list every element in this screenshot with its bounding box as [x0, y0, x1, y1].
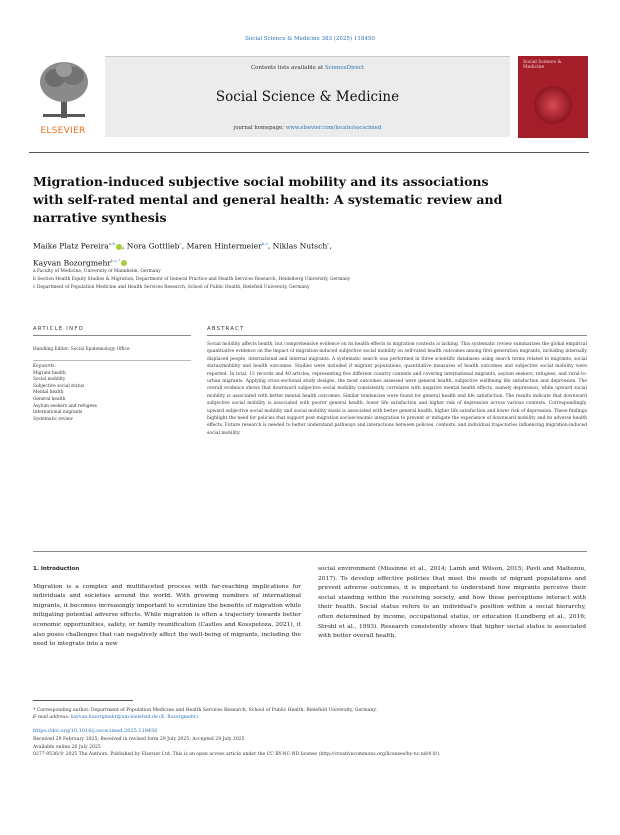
abstract-heading: ABSTRACT — [207, 326, 245, 332]
keyword-item: Systematic review — [33, 416, 73, 422]
keywords-rule — [33, 360, 191, 361]
abstract-text: Social mobility affects health, but comprehensive evidence on its health effects in migration contexts is lacking. This systematic review summarizes the global empirical quantitative evidence on the impact of migration-induced subjective social mobility on self-rated health outcomes among first-generation migrants, including internally displaced people, international and internal migrants. A systematic search was performed in three scientific databases using search terms related to migrants, social status/mobility and health outcomes. Studies were included if migrant populations, quantitative measures of health outcomes and subjective social mobility were reported. In total, 13 records and 40 articles, representing five different country contexts and covering international migrants, asylum seekers, refugees, and rural-to-urban migrants. Applying cross-sectional study designs, the most outcomes assessed were general health, subjective wellbeing life satisfaction and depression. The overall evidence shows that downward subjective social mobility consistently correlates with negative mental health effects, namely depression, while upward social mobility is associated with better mental health outcomes. Similar tendencies were found for general health and life satisfaction. The results indicate that downward subjective social mobility is associated with poorer general health, lower life satisfaction and higher risk of depression across various contexts. Correspondingly, upward subjective social mobility and social mobility stasis is associated with better general health, higher life satisfaction and lower risk of depression. These findings highlight the need for policies that support post-migration socioeconomic integration to prevent or mitigate the experience of downward mobility and its adverse health effects. Future research is needed to better understand pathways and interactions between policies, contexts, and individual trajectories influencing migration-induced social mobility. — [207, 342, 587, 436]
handling-editor: Handling Editor: Social Epidemiology Office — [33, 347, 130, 352]
author-name[interactable]: , Maren Hintermeier — [181, 241, 262, 251]
keyword-item: Social mobility — [33, 377, 66, 383]
keyword-item: General health — [33, 396, 66, 402]
section-heading-introduction: 1. Introduction — [33, 566, 80, 572]
article-dates — [33, 736, 583, 759]
article-title: Migration-induced subjective social mobility and its associations with self-rated mental and general health: A systematic review and narrative synthesis — [33, 174, 503, 225]
keyword-item: Asylum seekers and refugees — [33, 403, 97, 409]
author-name[interactable]: , Niklas Nutsch — [267, 241, 328, 251]
journal-title: Social Science & Medicine — [215, 89, 400, 105]
abstract-rule — [207, 335, 587, 336]
author-name[interactable]: , Nora Gottlieb — [121, 241, 180, 251]
banner-center — [105, 56, 510, 137]
author-name[interactable]: Maike Platz Pereira — [33, 241, 109, 251]
footnote-rule — [33, 700, 133, 701]
affiliation-item: b Section Health Equity Studies & Migration, Department of General Practice and Health Services Research, Heidelberg University, Germany — [33, 277, 351, 282]
contents-prefix: Contents lists available at — [250, 65, 324, 71]
journal-citation[interactable]: Social Science & Medicine 383 (2025) 118450 — [245, 36, 375, 42]
body-paragraph: Migration is a complex and multifaceted process with far-reaching implications for individuals and societies around the world. With growing numbers of international migrants, it becomes increasingly important to scrutinize the benefits of migration while mitigating potential adverse effects. While migration is often a trajectory towards better economic opportunities, safety, or family reunification (Castles and Kosspetoza, 2021), it also poses challenges that can negatively affect the well-being of migrants, including the need to integrate into a new — [33, 583, 301, 648]
email-label: E-mail address: — [33, 715, 70, 721]
received-dates: Received 29 February 2025; Received in revised form 29 July 2025; Accepted 29 July 2025 — [33, 737, 245, 742]
affiliation-item: a Faculty of Medicine, University of Mannheim, Germany — [33, 269, 161, 274]
author-affil-sup[interactable]: b,c,* — [111, 257, 121, 263]
email-line — [33, 714, 583, 721]
keyword-item: Mental health — [33, 390, 64, 396]
abstract-bottom-rule — [33, 551, 587, 552]
cover-art-icon — [534, 86, 572, 124]
author-name[interactable]: Kayvan Bozorgmehr — [33, 258, 112, 268]
doi-link[interactable]: https://doi.org/10.1016/j.socscimed.2025.118450 — [33, 728, 158, 734]
elsevier-logo — [29, 56, 97, 144]
author-affil-sup[interactable]: c — [179, 241, 182, 246]
affiliation-item: c Department of Population Medicine and Health Services Research, School of Public Health, Bielefeld University, Germany — [33, 285, 310, 290]
affiliations — [33, 268, 553, 292]
body-column-right — [318, 565, 586, 642]
article-info-heading: ARTICLE INFO — [33, 326, 84, 332]
author-affil-sup[interactable]: c — [327, 241, 330, 246]
body-column-left — [33, 565, 301, 650]
header-rule — [29, 152, 589, 153]
author-separator: , — [329, 241, 332, 251]
keyword-item: Migrant health — [33, 370, 66, 376]
body-paragraph: social environment (Missinne et al., 2014; Lamb and Wilson, 2015; Pavli and Maltezou, 2017). To develop effective policies that meet the needs of migrant populations and prevent adverse outcomes, it is important to understand how migrants perceive their social standing within the receiving society, and how these perceptions interact with their health. Social status refers to an individual's position within a social hierarchy, often determined by income, occupational status, or education (Lundberg et al., 2016; Strobl et al., 1993). Research consistently shows that higher social status is associated with better overall health, — [318, 566, 586, 640]
journal-banner — [29, 56, 589, 144]
article-info-rule — [33, 335, 191, 336]
homepage-prefix: journal homepage: — [233, 125, 285, 131]
homepage-line — [105, 125, 510, 131]
orcid-icon[interactable] — [121, 260, 127, 266]
keywords-title: Keywords: — [33, 364, 56, 369]
keywords-list — [33, 364, 191, 423]
author-affil-sup[interactable]: b,c — [261, 241, 268, 246]
cover-title: Social Science & Medicine — [523, 60, 562, 70]
contents-line — [105, 65, 510, 71]
keyword-item: Subjective social status — [33, 383, 85, 389]
available-online: Available online 26 July 2025 — [33, 744, 101, 750]
corresponding-author-note: * Corresponding author. Department of Population Medicine and Health Services Research, School of Public Health, Bielefeld University, Germany. — [33, 708, 377, 713]
author-list — [33, 237, 503, 270]
elsevier-tree-icon — [37, 60, 91, 120]
footnote-corresponding — [33, 707, 583, 722]
elsevier-wordmark: ELSEVIER — [40, 126, 86, 136]
author-affil-sup[interactable]: a,b — [108, 241, 115, 246]
keyword-item: International migrants — [33, 410, 83, 416]
homepage-link[interactable]: www.elsevier.com/locate/socscimed — [285, 125, 382, 131]
journal-cover[interactable] — [518, 56, 588, 138]
license-note: 0277-9536/© 2025 The Authors. Published by Elsevier Ltd. This is an open access article under the CC BY-NC-ND license (http://creativecommons.org/licenses/by-nc-nd/4.0/). — [33, 752, 441, 758]
sciencedirect-link[interactable]: ScienceDirect — [324, 65, 365, 71]
email-link[interactable]: kayvan.bozorgmehr@uni-bielefeld.de (K. Bozorgmehr). — [70, 715, 200, 721]
